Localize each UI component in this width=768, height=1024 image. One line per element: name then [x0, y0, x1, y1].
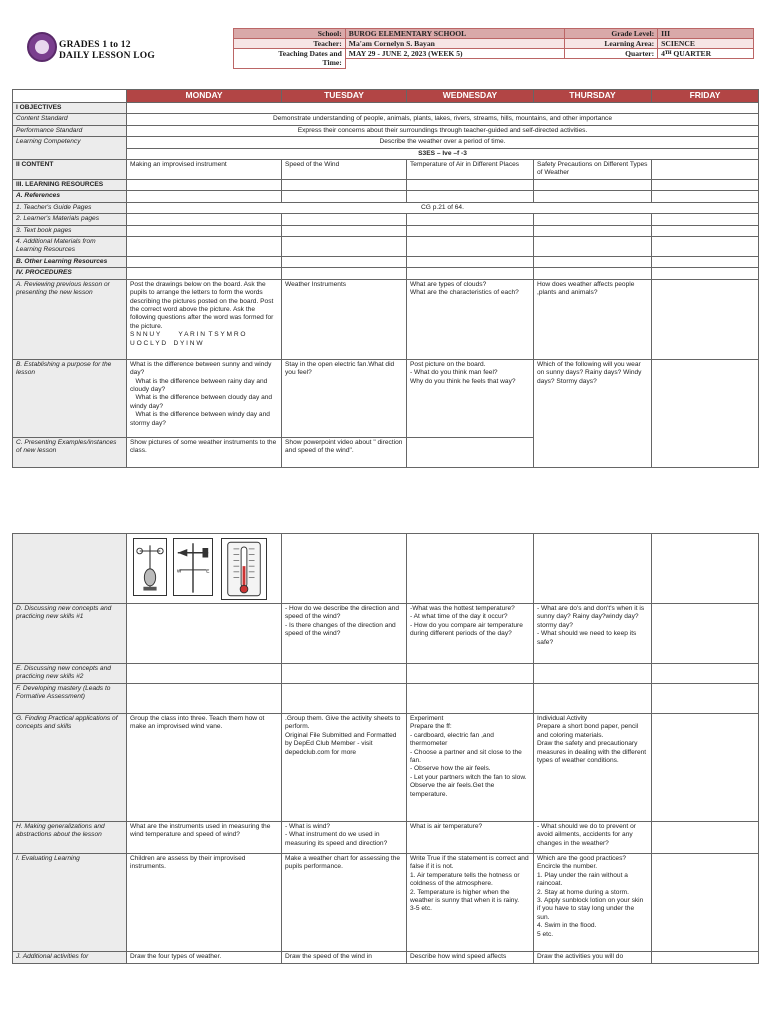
step-h-monday: What are the instruments used in measuring the wind temperature and speed of wind? — [127, 822, 282, 854]
step-j-tuesday: Draw the speed of the wind in — [282, 952, 407, 964]
objectives-label: I OBJECTIVES — [13, 103, 127, 114]
svg-text:E: E — [206, 569, 210, 575]
day-wednesday: WEDNESDAY — [407, 90, 534, 103]
references-label: A. References — [13, 191, 127, 202]
step-b-wednesday: Post picture on the board. - What do you think man feel? Why do you think he feels that way? — [407, 359, 534, 437]
quarter-value: 4ᵀᴴ QUARTER — [658, 49, 754, 59]
wind-vane-icon — [133, 538, 167, 596]
lesson-table-1 — [12, 89, 759, 468]
step-f-label: F. Developing mastery (Leads to Formative Assessment) — [13, 684, 127, 714]
step-g-monday: Group the class into three. Teach them how ot make an improvised wind vane. — [127, 714, 282, 822]
step-e-label: E. Discussing new concepts and practicing new skills #2 — [13, 664, 127, 684]
additional-materials-label: 4. Additional Materials from Learning Resources — [13, 237, 127, 257]
step-j-wednesday: Describe how wind speed affects — [407, 952, 534, 964]
content-tuesday: Speed of the Wind — [282, 160, 407, 180]
step-b-monday: What is the difference between sunny and windy day? What is the difference between rainy day and cloudy day? What is the difference between cloudy day and windy day? What is the difference between windy day and stormy day? — [127, 359, 282, 437]
school-value: BUROG ELEMENTARY SCHOOL — [345, 29, 565, 39]
dates-label-time: Time: — [322, 58, 342, 67]
info-table — [233, 28, 754, 69]
svg-text:W: W — [176, 569, 182, 575]
step-i-thursday: Which are the good practices? Encircle the number. 1. Play under the rain without a raincoat. 2. Stay at home during a storm. 3. Apply sunblock lotion on your skin if you have to stay long under the sun. 4. Swim in the flood. 5 etc. — [534, 854, 652, 952]
step-g-tuesday: .Group them. Give the activity sheets to perform. Original File Submitted and Formatted by DepEd Club Member - visit depedclub.com for more — [282, 714, 407, 822]
step-h-tuesday: - What is wind? - What instrument do we used in measuring its speed and direction? — [282, 822, 407, 854]
teachers-guide-text: CG p.21 of 64. — [127, 202, 759, 213]
step-h-thursday: - What should we do to prevent or avoid ailments, accidents for any changes in the weather? — [534, 822, 652, 854]
grade-label: Grade Level: — [565, 29, 658, 39]
content-label: II CONTENT — [13, 160, 127, 180]
competency-code: S3ES – Ive –f -3 — [127, 148, 759, 159]
step-j-thursday: Draw the activities you will do — [534, 952, 652, 964]
step-c-tuesday: Show powerpoint video about " direction and speed of the wind". — [282, 437, 407, 467]
step-d-monday — [127, 604, 282, 664]
step-d-wednesday: -What was the hottest temperature? - At what time of the day it occur? - How do you compare air temperature during different periods of the day? — [407, 604, 534, 664]
teachers-guide-label: 1. Teacher's Guide Pages — [13, 202, 127, 213]
day-friday: FRIDAY — [652, 90, 759, 103]
dates-label: Teaching Dates and — [278, 49, 342, 58]
content-wednesday: Temperature of Air in Different Places — [407, 160, 534, 180]
performance-standard-text: Express their concerns about their surroundings through teacher-guided and self-directed activities. — [127, 125, 759, 136]
step-a-monday: Post the drawings below on the board. Ask the pupils to arrange the letters to form the words describing the pictures posted on the board. Post the correct word above the picture. Ask the following questions after the word was formed for the picture. S N N U Y Y A R I N T S Y M R O U O C L Y D D Y I N W — [127, 279, 282, 359]
day-monday: MONDAY — [127, 90, 282, 103]
step-i-monday: Children are assess by their improvised instruments. — [127, 854, 282, 952]
step-c-monday: Show pictures of some weather instruments to the class. — [127, 437, 282, 467]
step-g-wednesday: Experiment Prepare the ff: - cardboard, electric fan ,and thermometer - Choose a partner and sit close to the fan. - Observe how the air feels. - Let your partners witch the fan to slow. Observe the air feels.Get the temperature. — [407, 714, 534, 822]
learners-materials-label: 2. Learner's Materials pages — [13, 214, 127, 225]
content-standard-text: Demonstrate understanding of people, animals, plants, lakes, rivers, streams, hills, mountains, and other importance — [127, 114, 759, 125]
text-book-label: 3. Text book pages — [13, 225, 127, 236]
logo-banner — [23, 28, 233, 68]
header — [23, 28, 754, 68]
content-thursday: Safety Precautions on Different Types of Weather — [534, 160, 652, 180]
logo-line2: DAILY LESSON LOG — [59, 51, 155, 61]
competency-text: Describe the weather over a period of time. — [127, 137, 759, 148]
area-value: SCIENCE — [658, 39, 754, 49]
grade-value: III — [658, 29, 754, 39]
content-standard-label: Content Standard — [13, 114, 127, 125]
performance-standard-label: Performance Standard — [13, 125, 127, 136]
other-resources-label: B. Other Learning Resources — [13, 256, 127, 267]
step-h-label: H. Making generalizations and abstractions about the lesson — [13, 822, 127, 854]
step-b-tuesday: Stay in the open electric fan.What did you feel? — [282, 359, 407, 437]
day-header-row — [13, 90, 759, 103]
content-monday: Making an improvised instrument — [127, 160, 282, 180]
step-a-label: A. Reviewing previous lesson or presenting the new lesson — [13, 279, 127, 359]
step-d-thursday: - What are do's and don't's when it is sunny day? Rainy day?windy day?stormy day? - What should we need to keep its safe? — [534, 604, 652, 664]
deped-seal-icon — [27, 32, 57, 62]
step-i-wednesday: Write True if the statement is correct and false if it is not. 1. Air temperature tells the hotness or coldness of the atmosphere. 2. Temperature is higher when the weather is sunny that when it is rainy. 3-5 etc. — [407, 854, 534, 952]
step-d-label: D. Discussing new concepts and practicing new skills #1 — [13, 604, 127, 664]
day-tuesday: TUESDAY — [282, 90, 407, 103]
step-g-thursday: Individual Activity Prepare a short bond paper, pencil and coloring materials. Draw the safety and precautionary measures in dealing with the different types of weather conditions. — [534, 714, 652, 822]
procedures-label: IV. PROCEDURES — [13, 268, 127, 279]
step-g-label: G. Finding Practical applications of concepts and skills — [13, 714, 127, 822]
school-label: School: — [234, 29, 346, 39]
dates-value: MAY 29 - JUNE 2, 2023 (WEEK 5) — [345, 49, 565, 59]
thermometer-icon — [221, 538, 267, 600]
step-c-label: C. Presenting Examples/instances of new lesson — [13, 437, 127, 467]
teacher-value: Ma'am Cornelyn S. Bayan — [345, 39, 565, 49]
competency-label: Learning Competency — [13, 137, 127, 160]
step-j-monday: Draw the four types of weather. — [127, 952, 282, 964]
step-i-label: I. Evaluating Learning — [13, 854, 127, 952]
step-a-wednesday: What are types of clouds? What are the characteristics of each? — [407, 279, 534, 359]
teacher-label: Teacher: — [234, 39, 346, 49]
step-i-tuesday: Make a weather chart for assessing the pupils performance. — [282, 854, 407, 952]
step-d-tuesday: - How do we describe the direction and speed of the wind? - Is there changes of the direction and speed of the wind? — [282, 604, 407, 664]
step-c-wednesday — [407, 437, 534, 467]
weather-instruments-pictures — [127, 534, 281, 600]
lesson-table-2 — [12, 533, 759, 964]
day-thursday: THURSDAY — [534, 90, 652, 103]
step-a-tuesday: Weather Instruments — [282, 279, 407, 359]
step-b-label: B. Establishing a purpose for the lesson — [13, 359, 127, 437]
resources-label: III. LEARNING RESOURCES — [13, 180, 127, 191]
step-j-label: J. Additional activities for — [13, 952, 127, 964]
weather-vane-icon — [173, 538, 213, 596]
logo-line1: GRADES 1 to 12 — [59, 40, 131, 50]
step-b-thursday: Which of the following will you wear on sunny days? Rainy days? Windy days? Stormy days? — [534, 359, 652, 467]
area-label: Learning Area: — [565, 39, 658, 49]
step-a-thursday: How does weather affects people ,plants and animals? — [534, 279, 652, 359]
step-h-wednesday: What is air temperature? — [407, 822, 534, 854]
quarter-label: Quarter: — [565, 49, 658, 59]
